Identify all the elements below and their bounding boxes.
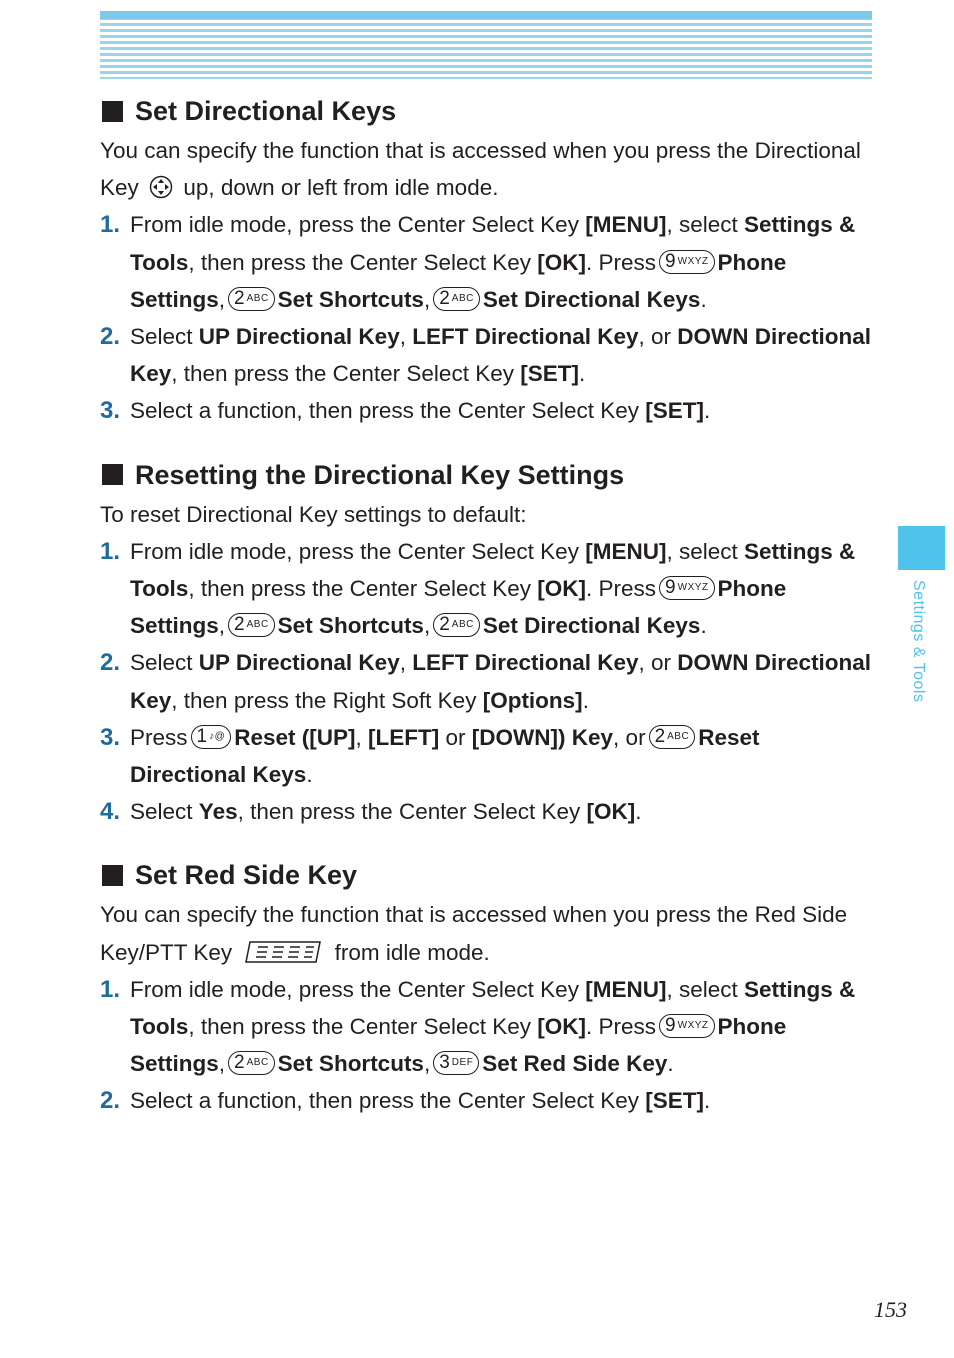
step-text: , then press the Center Select Key xyxy=(171,361,521,387)
keypad-9-icon xyxy=(659,1014,714,1038)
key-digit: 2 xyxy=(234,614,245,636)
key-digit: 2 xyxy=(654,725,666,747)
key-digit: 1 xyxy=(196,725,208,747)
step-bold: [MENU] xyxy=(585,976,667,1002)
keypad-9-icon xyxy=(659,576,714,600)
step-bold: Set Directional Keys xyxy=(482,613,701,639)
section-heading xyxy=(100,456,875,494)
step-text: . Press xyxy=(586,249,657,275)
step-text: , xyxy=(399,324,413,350)
intro-text: You can specify the function that is accessed when you press the Red Side Key/PTT Key xyxy=(100,902,848,965)
step-text: , xyxy=(423,613,431,639)
step-bold: Set Shortcuts xyxy=(277,1051,424,1077)
step-text: , xyxy=(355,724,369,750)
section-set-red-side-key xyxy=(100,856,875,1119)
key-letters: ABC xyxy=(451,619,474,631)
step-number: 2. xyxy=(100,1087,121,1115)
step-text: , or xyxy=(613,724,646,750)
step-number: 4. xyxy=(100,798,121,826)
step-bold: [DOWN]) Key xyxy=(471,724,614,750)
step-text: . xyxy=(700,286,707,312)
step-text: , xyxy=(399,650,413,676)
step-bold: [OK] xyxy=(537,1014,587,1040)
step-text: , xyxy=(423,1051,431,1077)
step-bold: Settings & Tools xyxy=(130,538,856,602)
step-bold: Set Directional Keys xyxy=(482,286,701,312)
section-intro xyxy=(100,896,875,970)
key-letters: ABC xyxy=(451,292,474,304)
step-bold: Settings & Tools xyxy=(130,212,856,275)
step-bold: UP Directional Key xyxy=(198,324,400,350)
step-text: , or xyxy=(638,324,678,350)
step-bold: UP Directional Key xyxy=(198,650,400,676)
key-letters: WXYZ xyxy=(677,582,709,594)
keypad-3-icon xyxy=(433,1051,479,1075)
step-bold: [Options] xyxy=(482,687,583,713)
step-bold: [SET] xyxy=(645,1088,705,1114)
step-bold: Phone Settings xyxy=(130,576,787,639)
step-bold: Yes xyxy=(198,799,238,825)
step-text: Select xyxy=(130,324,199,350)
key-digit: 2 xyxy=(439,287,450,309)
step-text: Select xyxy=(130,650,199,676)
step-text: , or xyxy=(638,650,678,676)
keypad-2-icon xyxy=(649,725,696,749)
page-content xyxy=(100,92,875,1120)
step-bold: Reset Directional Keys xyxy=(130,724,760,788)
step-text: Select a function, then press the Center Select Key xyxy=(130,1088,646,1114)
step-bold: [LEFT] xyxy=(368,724,440,750)
step-number: 1. xyxy=(100,537,121,565)
step-text: Press xyxy=(130,724,188,750)
keypad-2-icon xyxy=(228,1051,275,1075)
step-number: 3. xyxy=(100,723,121,751)
section-tab-marker xyxy=(898,526,945,570)
section-intro: To reset Directional Key settings to default: xyxy=(100,501,527,527)
keypad-1-icon xyxy=(191,725,232,749)
steps-list xyxy=(100,971,875,1120)
step-text: . Press xyxy=(586,1014,657,1040)
step-number: 2. xyxy=(100,649,121,677)
step-text: . xyxy=(635,799,642,825)
step-bold: Reset ([UP] xyxy=(234,724,356,750)
ptt-key-icon xyxy=(244,940,322,964)
keypad-2-icon xyxy=(433,287,480,311)
step-bold: Phone Settings xyxy=(130,1014,787,1077)
step-bold: Settings & Tools xyxy=(130,976,856,1040)
key-digit: 9 xyxy=(665,250,676,272)
step-item xyxy=(100,644,875,718)
step-text: Select xyxy=(130,799,199,825)
intro-text: up, down or left from idle mode. xyxy=(183,175,499,201)
section-intro xyxy=(100,132,875,206)
step-bold: [MENU] xyxy=(585,538,667,564)
step-text: , then press the Center Select Key xyxy=(188,1014,538,1040)
step-bold: [SET] xyxy=(645,398,705,424)
step-text: . xyxy=(306,762,313,788)
step-item xyxy=(100,971,875,1083)
heading-bullet-icon xyxy=(102,865,123,886)
step-bold: LEFT Directional Key xyxy=(412,324,639,350)
step-number: 3. xyxy=(100,397,121,425)
key-digit: 3 xyxy=(439,1052,450,1074)
step-bold: DOWN Directional Key xyxy=(130,650,872,713)
step-bold: [OK] xyxy=(537,249,587,275)
step-bold: Phone Settings xyxy=(130,249,787,312)
step-item xyxy=(100,318,875,392)
step-number: 1. xyxy=(100,211,121,239)
page-number: 153 xyxy=(874,1297,907,1322)
step-text: , select xyxy=(666,976,744,1002)
step-text: , select xyxy=(666,212,744,238)
section-heading xyxy=(100,92,875,130)
step-text: , then press the Center Select Key xyxy=(188,576,538,602)
key-digit: 2 xyxy=(234,287,245,309)
step-text: . Press xyxy=(586,576,657,602)
step-text: , xyxy=(218,1051,226,1077)
step-text: , xyxy=(218,286,226,312)
header-decoration xyxy=(100,11,872,79)
step-item xyxy=(100,719,875,793)
step-item xyxy=(100,533,875,645)
steps-list xyxy=(100,533,875,831)
keypad-2-icon xyxy=(228,613,275,637)
step-item xyxy=(100,1082,875,1119)
section-title: Resetting the Directional Key Settings xyxy=(135,459,625,490)
heading-bullet-icon xyxy=(102,464,123,485)
step-text: Select a function, then press the Center Select Key xyxy=(130,398,646,424)
key-digit: 2 xyxy=(234,1052,245,1074)
step-number: 1. xyxy=(100,975,121,1003)
step-bold: [OK] xyxy=(537,576,587,602)
step-bold: [OK] xyxy=(586,799,636,825)
key-letters: WXYZ xyxy=(677,1020,709,1032)
keypad-9-icon xyxy=(659,250,714,274)
step-text: . xyxy=(667,1051,674,1077)
intro-text: You can specify the function that is accessed when you press the Directional Key xyxy=(100,138,861,201)
section-set-directional-keys xyxy=(100,92,875,430)
step-number: 2. xyxy=(100,323,121,351)
directional-key-icon xyxy=(149,175,173,199)
step-bold: [MENU] xyxy=(585,212,667,238)
step-bold: LEFT Directional Key xyxy=(412,650,639,676)
step-item xyxy=(100,392,875,429)
step-bold: DOWN Directional Key xyxy=(130,324,872,387)
key-digit: 9 xyxy=(665,1015,676,1037)
step-text: From idle mode, press the Center Select Key xyxy=(130,212,586,238)
step-text: . xyxy=(700,613,707,639)
key-letters: ♪@ xyxy=(209,730,226,742)
keypad-2-icon xyxy=(433,613,480,637)
step-text: From idle mode, press the Center Select Key xyxy=(130,538,586,564)
step-text: , then press the Center Select Key xyxy=(237,799,587,825)
key-digit: 9 xyxy=(665,577,676,599)
heading-bullet-icon xyxy=(102,101,123,122)
step-text: . xyxy=(582,687,589,713)
step-text: . xyxy=(578,361,586,387)
key-letters: ABC xyxy=(246,1057,269,1069)
section-heading xyxy=(100,856,875,894)
step-text: or xyxy=(439,724,472,750)
sidebar-section-label: Settings & Tools xyxy=(910,580,927,703)
section-title: Set Red Side Key xyxy=(135,860,358,891)
step-text: From idle mode, press the Center Select Key xyxy=(130,976,586,1002)
intro-text: from idle mode. xyxy=(334,939,490,965)
key-letters: ABC xyxy=(246,292,269,304)
step-text: , xyxy=(218,613,226,639)
key-letters: ABC xyxy=(246,619,269,631)
steps-list xyxy=(100,206,875,429)
section-resetting-directional-keys xyxy=(100,456,875,831)
step-text: . xyxy=(704,398,711,424)
step-bold: [SET] xyxy=(520,361,579,387)
step-text: , then press the Center Select Key xyxy=(188,249,538,275)
section-title: Set Directional Keys xyxy=(135,96,397,126)
step-item xyxy=(100,793,875,830)
key-letters: ABC xyxy=(667,730,690,742)
step-text: . xyxy=(704,1088,711,1114)
keypad-2-icon xyxy=(228,287,275,311)
step-text: , xyxy=(423,286,431,312)
step-bold: Set Red Side Key xyxy=(482,1051,668,1077)
step-text: , then press the Right Soft Key xyxy=(171,687,483,713)
step-bold: Set Shortcuts xyxy=(277,286,424,312)
key-letters: WXYZ xyxy=(677,255,709,267)
step-bold: Set Shortcuts xyxy=(277,613,424,639)
key-letters: DEF xyxy=(451,1057,474,1069)
step-text: , select xyxy=(666,538,744,564)
step-item xyxy=(100,206,875,318)
key-digit: 2 xyxy=(439,614,450,636)
